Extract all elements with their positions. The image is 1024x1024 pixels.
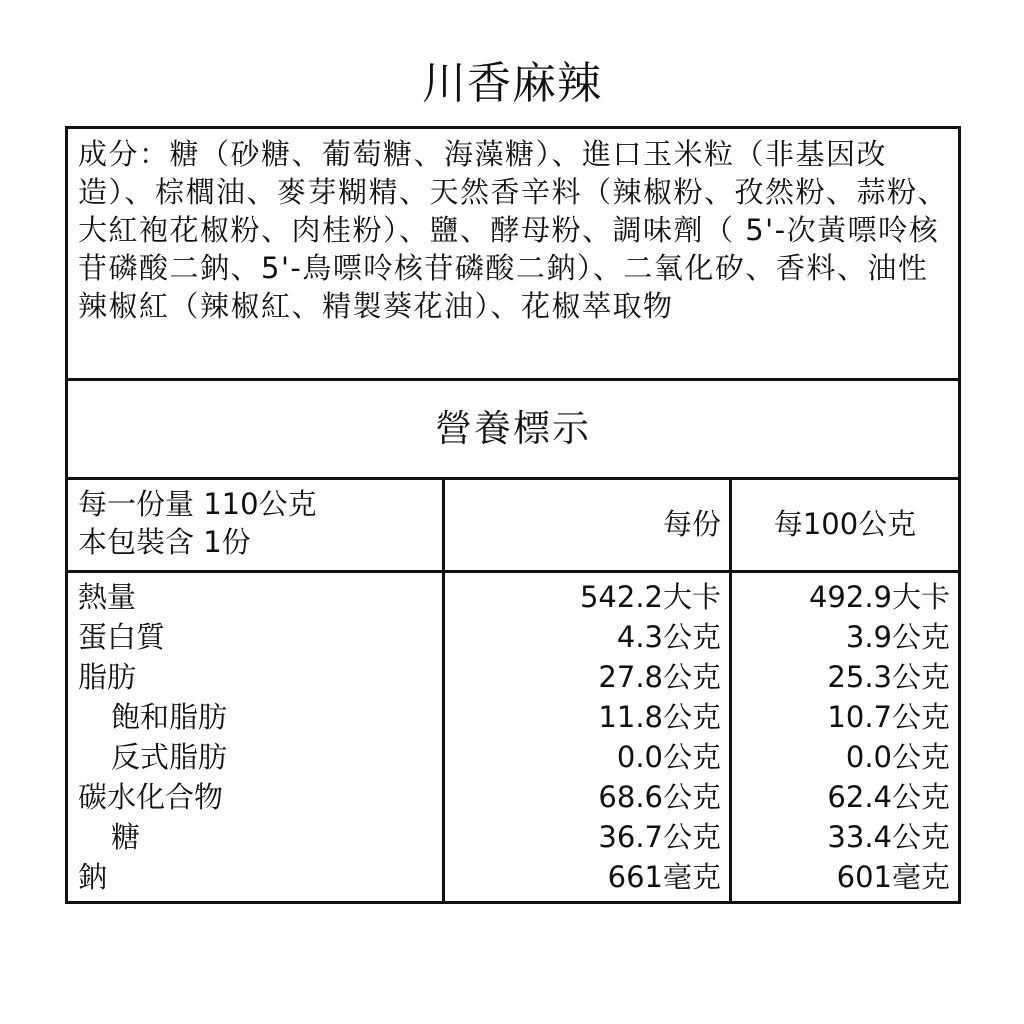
- value-per-100g: 62.4公克: [827, 780, 950, 814]
- table-row: [68, 737, 958, 777]
- table-row: [68, 817, 958, 857]
- value-per-100g: 601毫克: [836, 860, 950, 894]
- value-per-serving: 36.7公克: [598, 820, 721, 854]
- table-row: [68, 697, 958, 737]
- nutrient-label: 熱量: [78, 580, 137, 614]
- value-per-serving: 68.6公克: [598, 780, 721, 814]
- serving-size: 每一份量 110公克: [78, 487, 317, 521]
- table-row: [68, 577, 958, 617]
- ingredients-section: [68, 129, 958, 381]
- serving-info: [78, 485, 438, 561]
- value-per-100g: 10.7公克: [827, 700, 950, 734]
- value-per-100g: 492.9大卡: [808, 580, 950, 614]
- table-row: [68, 857, 958, 897]
- nutrient-label: 脂肪: [78, 660, 137, 694]
- table-row: [68, 657, 958, 697]
- nutrient-label: 飽和脂肪: [111, 700, 228, 734]
- value-per-100g: 25.3公克: [827, 660, 950, 694]
- table-row: [68, 617, 958, 657]
- value-per-serving: 4.3公克: [616, 620, 721, 654]
- nutrient-label: 碳水化合物: [78, 780, 224, 814]
- value-per-100g: 0.0公克: [845, 740, 950, 774]
- ingredients-text: 成分：糖（砂糖、葡萄糖、海藻糖）、進口玉米粒（非基因改造）、棕櫚油、麥芽糊精、天然香辛料（辣椒粉、孜然粉、蒜粉、大紅袍花椒粉、肉桂粉）、鹽、酵母粉、調味劑（ 5'-次黃嘌呤核苷磷酸二鈉、5'-鳥嘌呤核苷磷酸二鈉）、二氧化矽、香料、油性辣椒紅（辣椒紅、精製葵花油）、花椒萃取物: [78, 137, 949, 323]
- column-header-per-serving: 每份: [662, 507, 721, 541]
- nutrient-label: 蛋白質: [78, 620, 166, 654]
- header-divider: [68, 570, 958, 573]
- table-row: [68, 777, 958, 817]
- nutrition-heading: 營養標示: [68, 381, 958, 480]
- value-per-100g: 3.9公克: [845, 620, 950, 654]
- nutrient-label: 鈉: [78, 860, 108, 894]
- nutrient-label: 反式脂肪: [111, 740, 228, 774]
- value-per-serving: 27.8公克: [598, 660, 721, 694]
- value-per-serving: 11.8公克: [598, 700, 721, 734]
- value-per-serving: 0.0公克: [616, 740, 721, 774]
- column-header-per-100g: 每100公克: [773, 507, 917, 541]
- nutrient-label: 糖: [111, 820, 141, 854]
- value-per-serving: 542.2大卡: [579, 580, 721, 614]
- value-per-100g: 33.4公克: [827, 820, 950, 854]
- value-per-serving: 661毫克: [607, 860, 721, 894]
- label-frame: [65, 126, 961, 904]
- servings-per-pack: 本包裝含 1份: [78, 525, 251, 559]
- nutrition-rows: [68, 577, 958, 897]
- product-title: 川香麻辣: [422, 58, 602, 109]
